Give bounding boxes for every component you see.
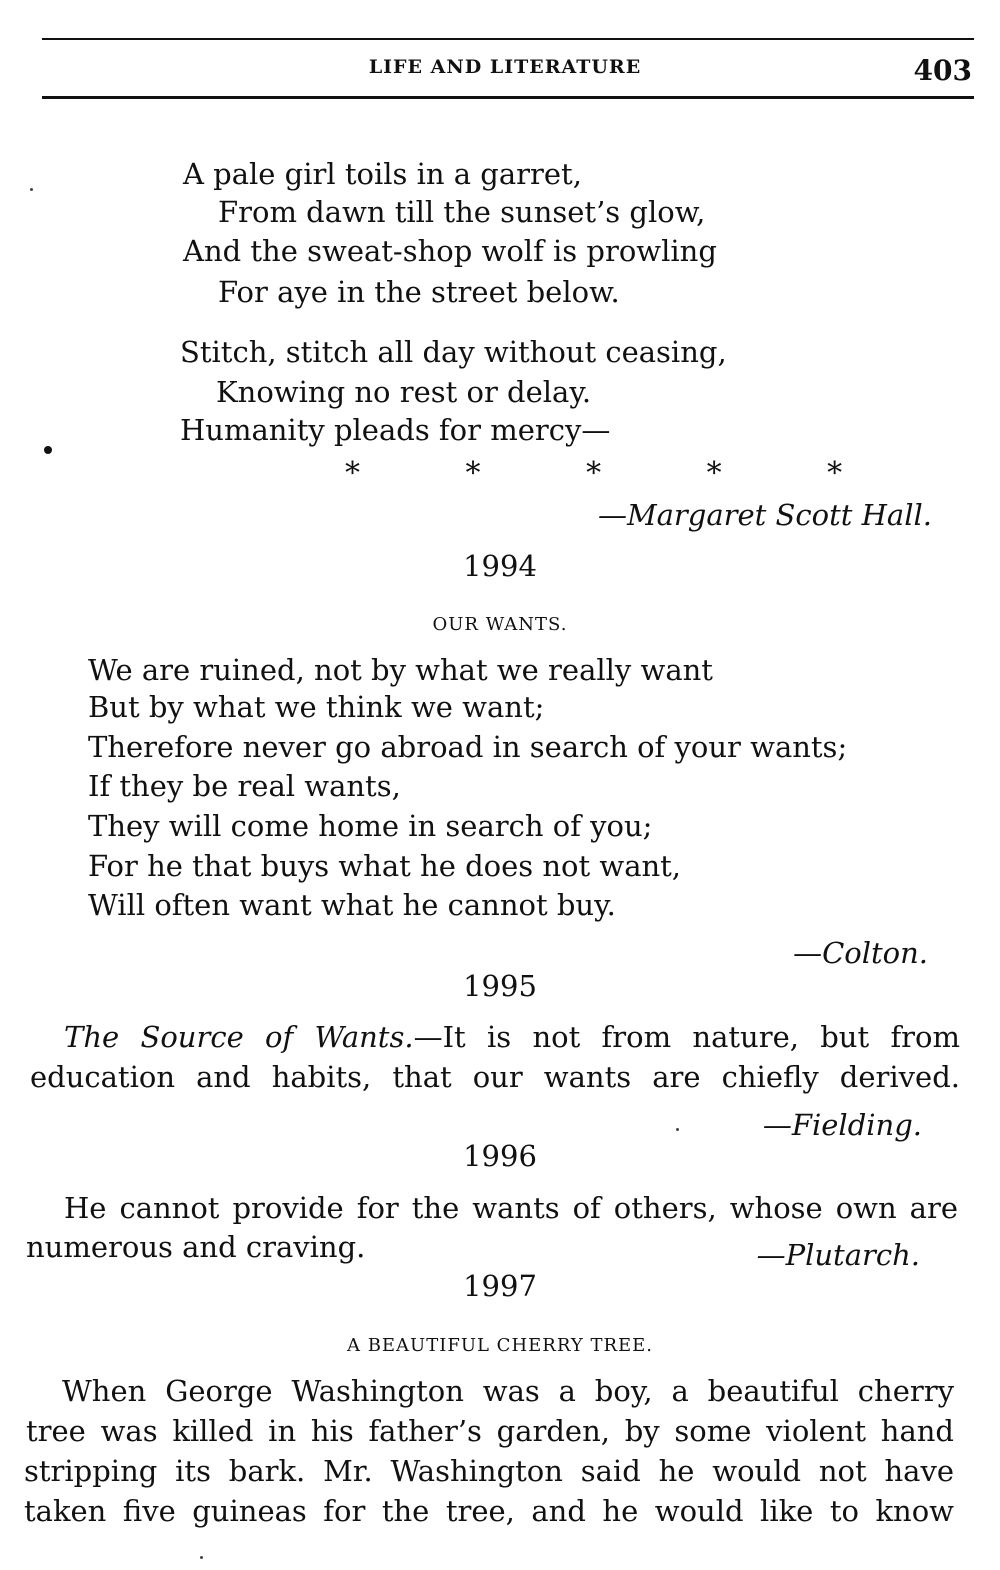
ink-speck <box>676 1128 679 1131</box>
paragraph-line: education and habits, that our wants are chiefly derived. <box>30 1060 960 1094</box>
ellipsis-stars: * * * * * <box>345 456 891 491</box>
attribution: —Fielding. <box>762 1108 922 1142</box>
paragraph-line: taken five guineas for the tree, and he would like to know <box>24 1494 954 1528</box>
page-number: 403 <box>913 54 972 87</box>
attribution: —Plutarch. <box>756 1238 920 1272</box>
running-header-title: LIFE AND LITERATURE <box>368 56 642 78</box>
paragraph-text: —It is not from nature, but from <box>413 1020 961 1054</box>
attribution: —Margaret Scott Hall. <box>597 498 932 532</box>
section-heading: OUR WANTS. <box>432 614 568 635</box>
poem-line: If they be real wants, <box>88 769 401 803</box>
poem-line: For aye in the street below. <box>218 275 620 309</box>
entry-number: 1994 <box>463 549 537 583</box>
italic-title: The Source of Wants. <box>64 1020 414 1054</box>
paragraph-line: numerous and craving. <box>26 1230 366 1264</box>
entry-number: 1997 <box>463 1269 537 1303</box>
paragraph-line: stripping its bark. Mr. Washington said he would not have <box>24 1454 954 1488</box>
poem-line: They will come home in search of you; <box>88 809 653 843</box>
header-top-rule <box>42 38 974 40</box>
entry-number: 1995 <box>463 969 537 1003</box>
poem-line: Therefore never go abroad in search of your wants; <box>88 730 848 764</box>
header-bottom-rule <box>42 96 974 99</box>
paragraph-line: tree was killed in his father’s garden, by some violent hand <box>26 1414 954 1448</box>
ink-speck <box>30 188 33 191</box>
ink-speck <box>200 1556 203 1559</box>
ink-speck <box>44 446 52 454</box>
poem-line: Stitch, stitch all day without ceasing, <box>180 335 727 369</box>
poem-line: And the sweat-shop wolf is prowling <box>183 234 717 268</box>
poem-line: From dawn till the sunset’s glow, <box>218 195 706 229</box>
entry-number: 1996 <box>463 1139 537 1173</box>
poem-line: Knowing no rest or delay. <box>216 375 592 409</box>
poem-line: We are ruined, not by what we really want <box>88 653 713 687</box>
attribution: —Colton. <box>793 936 928 970</box>
poem-line: Will often want what he cannot buy. <box>88 888 616 922</box>
section-heading: A BEAUTIFUL CHERRY TREE. <box>346 1335 654 1356</box>
poem-line: Humanity pleads for mercy— <box>180 413 611 447</box>
paragraph-line: When George Washington was a boy, a beautiful cherry <box>62 1374 954 1408</box>
paragraph-line: He cannot provide for the wants of others, whose own are <box>64 1191 958 1225</box>
poem-line: For he that buys what he does not want, <box>88 849 682 883</box>
poem-line: A pale girl toils in a garret, <box>183 157 582 191</box>
paragraph-line <box>64 1018 960 1056</box>
poem-line: But by what we think we want; <box>88 690 545 724</box>
